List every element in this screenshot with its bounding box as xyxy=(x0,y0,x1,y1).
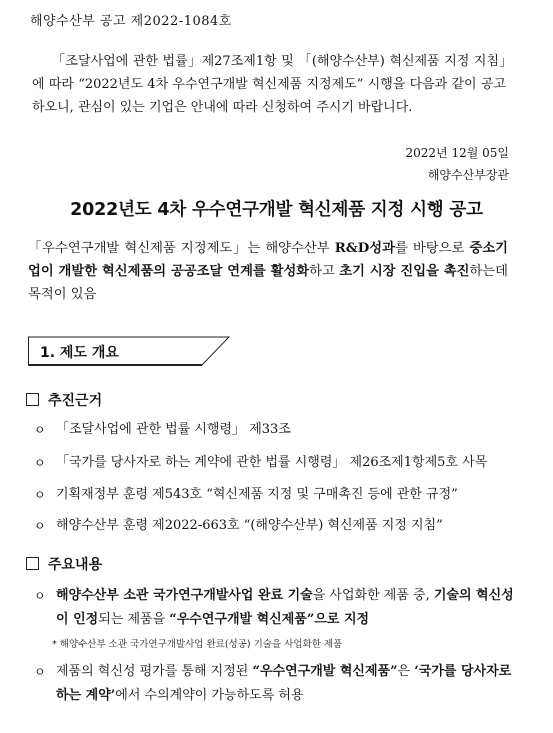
list-item-bold: “우수연구개발 혁신제품” xyxy=(252,664,398,679)
list-item xyxy=(34,483,516,507)
purpose-paragraph xyxy=(28,237,508,306)
section-heading-label: 1. 제도 개요 xyxy=(40,345,119,361)
list-item-text xyxy=(56,584,516,632)
checkbox-square-icon xyxy=(26,393,39,406)
purpose-text: 「우수연구개발 혁신제품 지정제도」는 해양수산부 xyxy=(28,241,335,256)
bullet-icon: ㅇ xyxy=(34,423,46,437)
list-item xyxy=(34,660,516,708)
bullet-icon: ㅇ xyxy=(34,589,46,603)
checkbox-square-icon xyxy=(26,557,39,570)
purpose-bold: R&D성과 xyxy=(334,241,395,256)
purpose-bold: 초기 시장 진입을 촉진 xyxy=(339,264,470,279)
list-item xyxy=(34,418,516,442)
purpose-text: 하고 xyxy=(309,264,340,279)
bullet-icon: ㅇ xyxy=(34,488,46,502)
subheading-main xyxy=(26,554,102,574)
list-item-text: 「조달사업에 관한 법률 시행령」 제33조 xyxy=(56,422,291,437)
notice-number: 해양수산부 공고 제2022-1084호 xyxy=(30,14,232,29)
subheading-basis-label: 추진근거 xyxy=(48,393,103,409)
list-item-text: 기획재정부 훈령 제543호 “혁신제품 지정 및 구매촉진 등에 관한 규정” xyxy=(56,487,458,502)
subheading-main-label: 주요내용 xyxy=(48,557,103,573)
purpose-text: 를 바탕으로 xyxy=(394,241,470,256)
bullet-icon: ㅇ xyxy=(34,665,46,679)
bullet-icon: ㅇ xyxy=(34,456,46,470)
purpose-text: 하는데 목적이 있음 xyxy=(28,264,508,302)
purpose-bold: 중소기업이 개발한 혁신제품의 공공조달 연계를 활성화 xyxy=(28,241,508,279)
list-item-text: 해양수산부 훈령 제2022-663호 “(해양수산부) 혁신제품 지정 지침” xyxy=(56,518,443,533)
issuer-name: 해양수산부장관 xyxy=(427,168,509,182)
list-item xyxy=(34,584,516,632)
list-item xyxy=(34,514,516,538)
list-item-plain: 제품의 혁신성 평가를 통해 지정된 xyxy=(56,664,253,679)
section-heading-box xyxy=(28,336,228,366)
list-item-plain: 을 사업화한 제품 중, xyxy=(312,588,434,603)
list-item-bold: “우수연구개발 혁신제품”으로 지정 xyxy=(169,612,370,627)
page-title: 2022년도 4차 우수연구개발 혁신제품 지정 시행 공고 xyxy=(70,200,483,220)
list-item-bold: 해양수산부 소관 국가연구개발사업 완료 기술 xyxy=(56,588,313,603)
list-item-text: 「국가를 당사자로 하는 계약에 관한 법률 시행령」 제26조제1항제5호 사목 xyxy=(56,455,488,470)
intro-paragraph: 「조달사업에 관한 법률」제27조제1항 및 「(해양수산부) 혁신제품 지정 지침」에 따라 “2022년도 4차 우수연구개발 혁신제품 지정제도” 시행을 다음과 같이 공고하오니, 관심이 있는 기업은 안내에 따라 신청하여 주시기 바랍니다. xyxy=(32,54,506,115)
list-item-plain: 되는 제품을 xyxy=(98,612,170,627)
footnote: * 해양수산부 소관 국가연구개발사업 완료(성공) 기술을 사업화한 제품 xyxy=(52,639,343,650)
list-item-bold: ‘국가를 당사자로 하는 계약’ xyxy=(56,664,512,703)
list-item-text xyxy=(56,660,516,708)
list-item-plain: 은 xyxy=(397,664,415,679)
list-item xyxy=(34,451,516,475)
list-item-bold: 기술의 혁신성이 인정 xyxy=(56,588,514,627)
list-item-plain: 에서 수의계약이 가능하도록 허용 xyxy=(115,688,304,703)
bullet-icon: ㅇ xyxy=(34,519,46,533)
subheading-basis xyxy=(26,390,102,410)
announcement-date: 2022년 12월 05일 xyxy=(405,146,509,160)
